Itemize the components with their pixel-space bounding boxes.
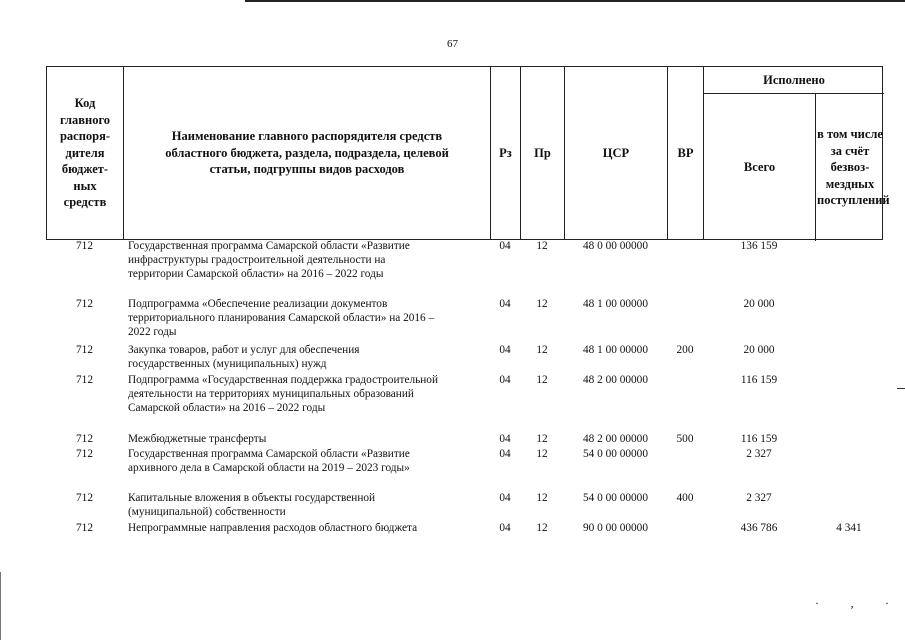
cell-pr: 12	[536, 344, 548, 356]
margin-mark	[897, 388, 905, 389]
cell-csr: 48 1 00 00000	[583, 344, 648, 356]
scan-edge-line	[0, 572, 1, 640]
cell-name: Подпрограмма «Государственная поддержка градостроительной деятельности на территориях муниципальных образований Самарской области» на 2016 – 2022 годы	[128, 374, 438, 415]
header-incl: в том числе за счёт безвоз-мездных поступлений	[817, 127, 890, 208]
cell-pr: 12	[536, 433, 548, 445]
cell-csr: 48 1 00 00000	[583, 298, 648, 310]
cell-code: 712	[76, 374, 93, 386]
cell-name: Государственная программа Самарской области «Развитие инфраструктуры градостроительной деятельности на территории Самарской области» на 2016 – 2022 годы	[128, 240, 410, 281]
cell-csr: 48 2 00 00000	[583, 374, 648, 386]
header-rz: Рз	[491, 67, 521, 239]
header-total: Всего	[704, 94, 816, 241]
cell-pr: 12	[536, 374, 548, 386]
cell-rz: 04	[499, 298, 511, 310]
cell-rz: 04	[499, 344, 511, 356]
cell-pr: 12	[536, 298, 548, 310]
header-vr: ВР	[668, 67, 704, 239]
cell-total: 20 000	[743, 298, 775, 310]
cell-code: 712	[76, 344, 93, 356]
cell-rz: 04	[499, 448, 511, 460]
cell-vr: 400	[676, 492, 694, 504]
cell-name: Непрограммные направления расходов областного бюджета	[128, 522, 418, 534]
cell-code: 712	[76, 298, 93, 310]
cell-total: 2 327	[746, 492, 772, 504]
cell-name: Подпрограмма «Обеспечение реализации документов территориального планирования Самарской области» на 2016 – 2022 годы	[128, 298, 435, 339]
cell-code: 712	[76, 492, 93, 504]
cell-code: 712	[76, 448, 93, 460]
cell-pr: 12	[536, 448, 548, 460]
cell-rz: 04	[499, 374, 511, 386]
cell-rz: 04	[499, 492, 511, 504]
cell-total: 136 159	[740, 240, 778, 252]
cell-rz: 04	[499, 433, 511, 445]
header-executed: Исполнено	[704, 67, 884, 94]
cell-csr: 54 0 00 00000	[583, 492, 648, 504]
top-border-line	[245, 0, 905, 2]
header-name: Наименование главного распорядителя средств областного бюджета, раздела, подраздела, целевой статьи, подгруппы видов расходов	[124, 67, 491, 239]
cell-total: 116 159	[740, 433, 778, 445]
table-header	[46, 66, 890, 240]
cell-total: 116 159	[740, 374, 778, 386]
page-number: 67	[447, 38, 458, 50]
cell-rz: 04	[499, 240, 511, 252]
cell-csr: 48 2 00 00000	[583, 433, 648, 445]
cell-vr: 500	[676, 433, 694, 445]
cell-csr: 48 0 00 00000	[583, 240, 648, 252]
cell-rz: 04	[499, 522, 511, 534]
cell-code: 712	[76, 522, 93, 534]
cell-code: 712	[76, 240, 93, 252]
cell-csr: 90 0 00 00000	[583, 522, 648, 534]
header-csr: ЦСР	[565, 67, 668, 239]
cell-code: 712	[76, 433, 93, 445]
header-pr: Пр	[521, 67, 565, 239]
cell-vr: 200	[676, 344, 694, 356]
cell-total: 436 786	[740, 522, 778, 534]
cell-incl: 4 341	[836, 522, 862, 534]
scan-dots: · ‚ ·	[815, 596, 903, 610]
cell-name: Государственная программа Самарской области «Развитие архивного дела в Самарской области на 2019 – 2023 годы»	[128, 448, 410, 475]
cell-name: Закупка товаров, работ и услуг для обеспечения государственных (муниципальных) нужд	[128, 344, 360, 371]
cell-pr: 12	[536, 522, 548, 534]
cell-name: Капитальные вложения в объекты государственной (муниципальной) собственности	[128, 492, 376, 519]
cell-total: 2 327	[746, 448, 772, 460]
cell-pr: 12	[536, 492, 548, 504]
cell-name: Межбюджетные трансферты	[128, 433, 267, 445]
cell-total: 20 000	[743, 344, 775, 356]
cell-pr: 12	[536, 240, 548, 252]
header-code: Код главного распоря-дителя бюджет-ных средств	[47, 67, 124, 239]
cell-csr: 54 0 00 00000	[583, 448, 648, 460]
